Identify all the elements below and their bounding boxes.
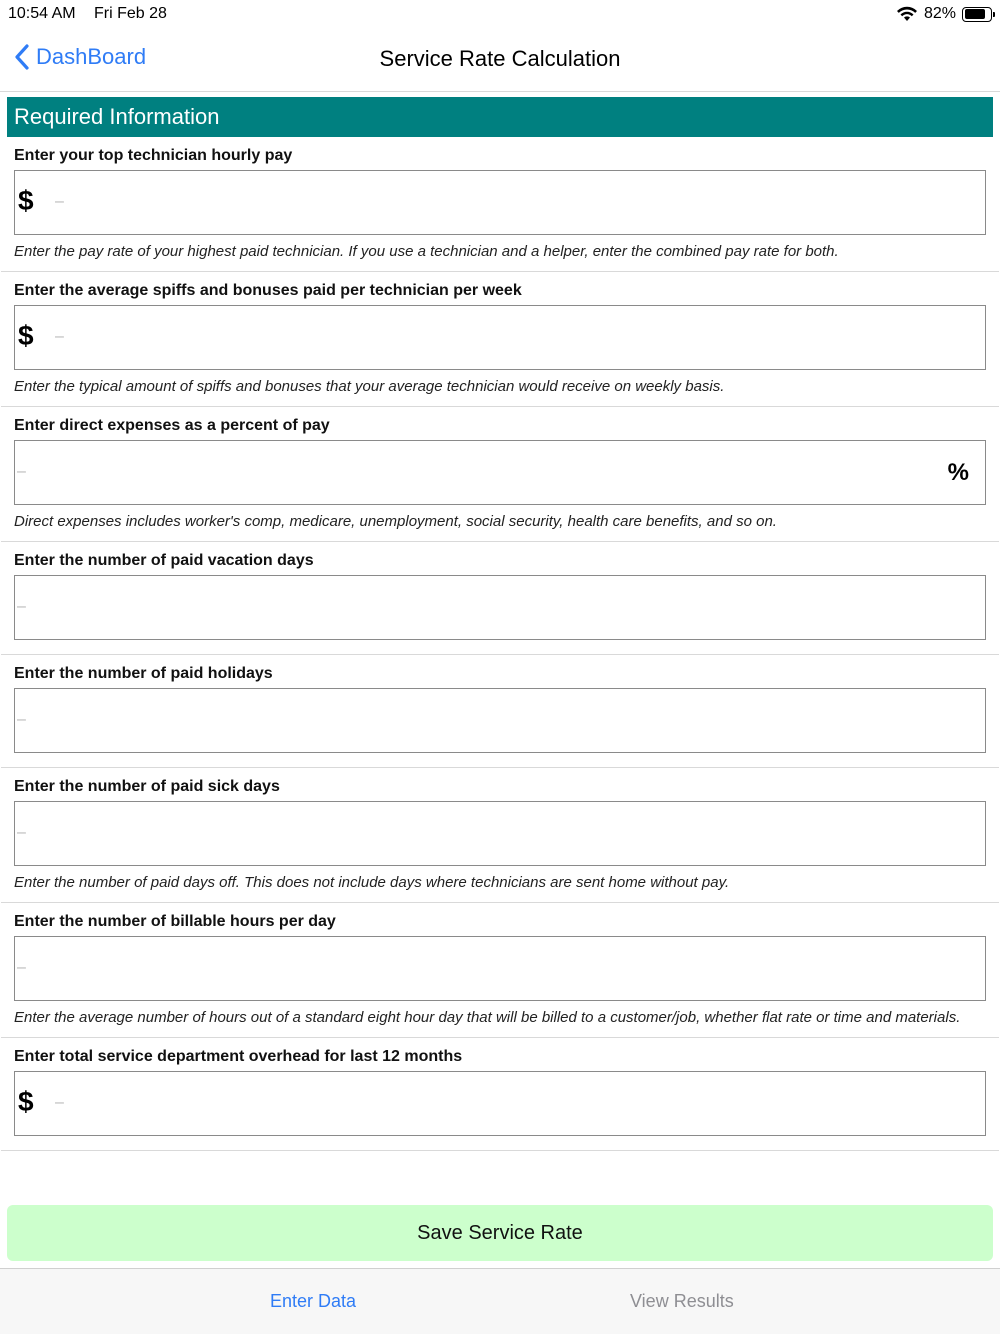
field-help-text: Direct expenses includes worker's comp, medicare, unemployment, social security, health care benefits, and so on. — [14, 513, 777, 530]
field-label: Enter your top technician hourly pay — [14, 147, 293, 164]
dollar-prefix: $ — [18, 1086, 34, 1117]
field-label: Enter the number of paid holidays — [14, 665, 273, 682]
back-label: DashBoard — [36, 44, 147, 69]
field-input[interactable] — [14, 170, 986, 235]
field-spacer — [14, 753, 986, 767]
field-input[interactable] — [14, 305, 986, 370]
tab-enter-data[interactable]: Enter Data — [270, 1291, 357, 1311]
form-field — [1, 903, 999, 1038]
battery-icon — [962, 7, 992, 22]
section-header: Required Information — [7, 97, 993, 137]
field-spacer — [14, 1136, 986, 1150]
input-placeholder: – — [17, 598, 26, 615]
wifi-icon — [896, 6, 918, 22]
field-input[interactable] — [14, 1071, 986, 1136]
input-placeholder: – — [17, 959, 26, 976]
tab-view-results[interactable]: View Results — [630, 1291, 734, 1311]
input-placeholder: – — [55, 1094, 64, 1111]
field-input[interactable] — [14, 575, 986, 640]
field-label: Enter direct expenses as a percent of pay — [14, 417, 330, 434]
input-placeholder: – — [17, 824, 26, 841]
field-spacer — [14, 640, 986, 654]
form-field — [1, 768, 999, 903]
field-label: Enter the number of paid vacation days — [14, 552, 314, 569]
field-label: Enter the number of billable hours per day — [14, 913, 336, 930]
field-input[interactable] — [14, 936, 986, 1001]
field-help-text: Enter the average number of hours out of a standard eight hour day that will be billed to a customer/job, whether flat rate or time and materials. — [14, 1009, 961, 1026]
battery-fill — [965, 9, 986, 19]
input-placeholder: – — [17, 463, 26, 480]
input-placeholder: – — [17, 711, 26, 728]
field-input[interactable] — [14, 440, 986, 505]
tab-bar — [0, 1268, 1000, 1334]
field-input[interactable] — [14, 801, 986, 866]
dollar-prefix: $ — [18, 185, 34, 216]
form-field — [1, 542, 999, 655]
battery-percent: 82% — [923, 5, 956, 22]
field-input[interactable] — [14, 688, 986, 753]
form-field — [1, 655, 999, 768]
input-placeholder: – — [55, 328, 64, 345]
page-title: Service Rate Calculation — [379, 46, 621, 71]
field-help-text: Enter the typical amount of spiffs and bonuses that your average technician would receive on weekly basis. — [14, 378, 725, 395]
field-help-text: Enter the number of paid days off. This does not include days where technicians are sent home without pay. — [14, 874, 730, 891]
status-bar — [0, 0, 1000, 30]
dollar-prefix: $ — [18, 320, 34, 351]
field-help-text: Enter the pay rate of your highest paid technician. If you use a technician and a helper, enter the combined pay rate for both. — [14, 243, 839, 260]
form-field — [1, 1038, 999, 1151]
field-label: Enter the average spiffs and bonuses paid per technician per week — [14, 282, 522, 299]
percent-suffix: % — [947, 459, 969, 486]
field-list — [0, 137, 1000, 1151]
form-field — [1, 272, 999, 407]
navigation-bar — [0, 30, 1000, 92]
status-date: Fri Feb 28 — [94, 5, 167, 22]
field-label: Enter total service department overhead for last 12 months — [14, 1048, 463, 1065]
save-service-rate-button[interactable]: Save Service Rate — [7, 1205, 993, 1261]
form-field — [1, 137, 999, 272]
status-time: 10:54 AM — [8, 5, 76, 22]
status-right — [896, 5, 992, 23]
form-scroll-area[interactable] — [0, 97, 1000, 1197]
form-field — [1, 407, 999, 542]
field-label: Enter the number of paid sick days — [14, 778, 280, 795]
input-placeholder: – — [55, 193, 64, 210]
